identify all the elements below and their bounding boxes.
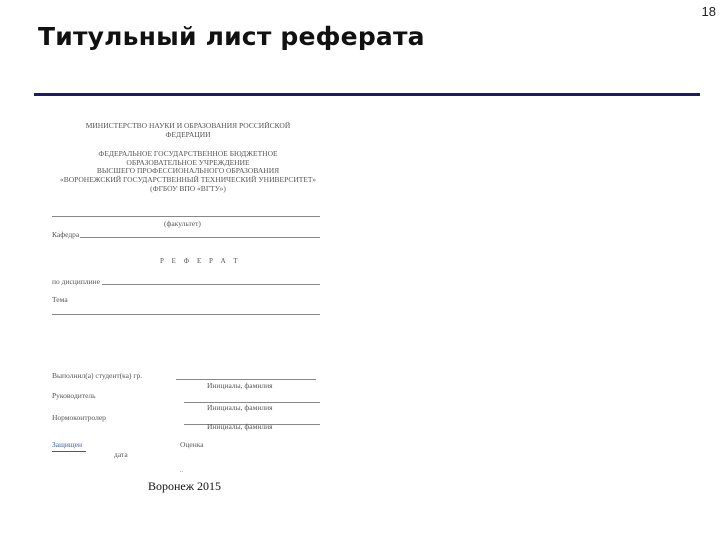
institution-line: ФЕДЕРАЛЬНОЕ ГОСУДАРСТВЕННОЕ БЮДЖЕТНОЕ (98, 149, 278, 158)
city-year: Воронеж 2015 (148, 479, 222, 493)
slide-number: 18 (701, 4, 716, 19)
date-label: дата (114, 450, 128, 459)
head-initials: Инициалы, фамилия (207, 403, 273, 412)
department-label: Кафедра (52, 230, 80, 239)
ministry-line: ФЕДЕРАЦИИ (165, 129, 211, 139)
dots-mark: .. (180, 468, 183, 474)
faculty-label: (факультет) (164, 219, 201, 228)
defended-underline (52, 451, 86, 452)
department-fill-line (80, 231, 320, 238)
normcontrol-label: Нормоконтролер (52, 413, 106, 422)
topic-line (52, 314, 320, 315)
student-signature-line (176, 379, 316, 380)
student-initials: Инициалы, фамилия (207, 381, 273, 390)
institution-line: «ВОРОНЕЖСКИЙ ГОСУДАРСТВЕННЫЙ ТЕХНИЧЕСКИЙ УНИВЕРСИТЕТ» (59, 174, 317, 184)
title-page-document (52, 118, 324, 498)
department-row (52, 231, 320, 240)
ministry-heading (52, 122, 324, 139)
referat-heading: Р Е Ф Е Р А Т (160, 257, 241, 265)
defended-label: Защищен (52, 440, 82, 449)
topic-label: Тема (52, 295, 68, 304)
institution-line: ОБРАЗОВАТЕЛЬНОЕ УЧРЕЖДЕНИЕ (126, 157, 250, 167)
grade-label: Оценка (180, 440, 204, 449)
student-label: Выполнил(а) студент(ка) гр. (52, 371, 143, 380)
faculty-line (52, 216, 320, 217)
discipline-row (52, 278, 320, 287)
institution-heading (52, 150, 324, 193)
student-row (52, 372, 320, 381)
institution-line: (ФГБОУ ВПО «ВГТУ») (150, 183, 226, 193)
title-divider (34, 93, 700, 96)
ministry-line: МИНИСТЕРСТВО НАУКИ И ОБРАЗОВАНИЯ РОССИЙСКОЙ (85, 121, 291, 130)
normcontrol-initials: Инициалы, фамилия (207, 422, 273, 431)
institution-line: ВЫСШЕГО ПРОФЕССИОНАЛЬНОГО ОБРАЗОВАНИЯ (96, 166, 280, 176)
discipline-label: по дисциплине (52, 277, 100, 286)
discipline-fill-line (102, 278, 320, 285)
head-label: Руководитель (52, 391, 96, 400)
slide-title: Титульный лист реферата (38, 22, 425, 51)
